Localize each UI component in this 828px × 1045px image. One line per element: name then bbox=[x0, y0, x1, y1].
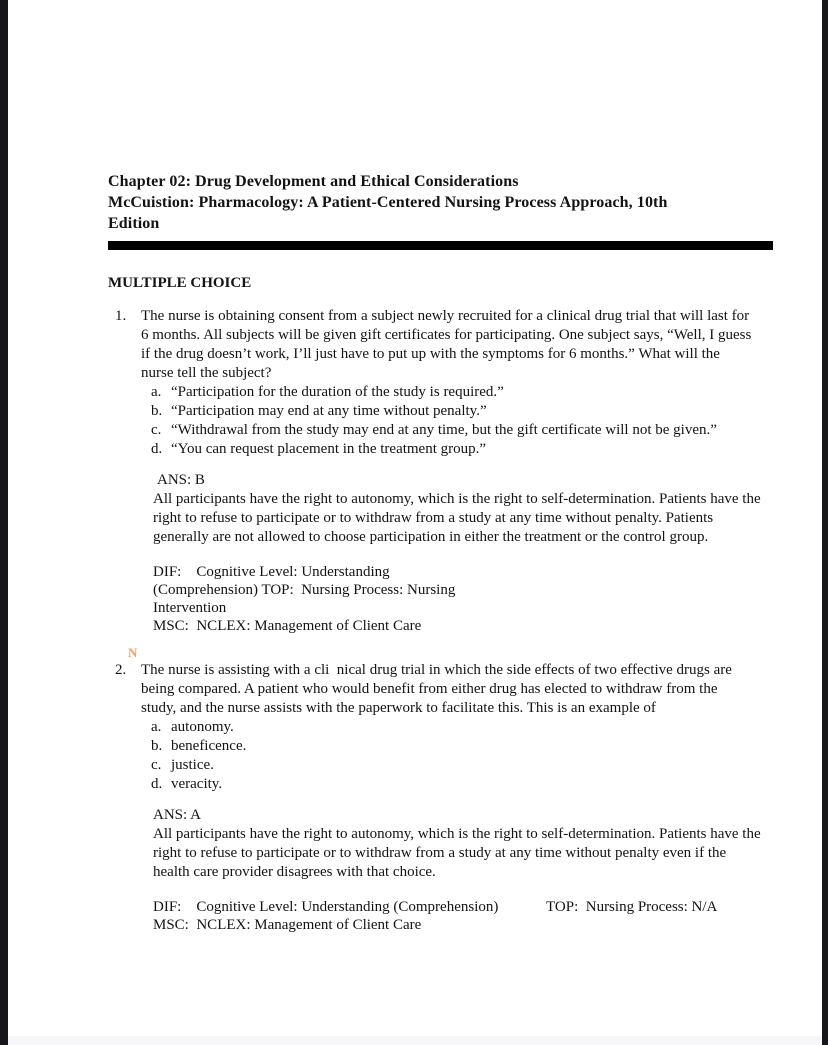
option-text: “Participation may end at any time without penalty.” bbox=[171, 403, 487, 419]
question-2-body bbox=[141, 661, 753, 794]
option-row bbox=[151, 775, 753, 794]
meta-top: TOP: Nursing Process: N/A bbox=[546, 899, 718, 915]
section-heading: MULTIPLE CHOICE bbox=[108, 275, 252, 291]
question-2-number: 2. bbox=[115, 662, 127, 678]
question-1-options bbox=[151, 383, 753, 459]
title-divider-bar bbox=[108, 241, 773, 250]
meta-line: (Comprehension) TOP: Nursing Process: Nursing bbox=[153, 582, 456, 598]
option-text: justice. bbox=[171, 757, 214, 773]
title-line-3: Edition bbox=[108, 215, 160, 232]
question-2-stem: The nurse is assisting with a cli nical drug trial in which the side effects of two effective drugs are being compared. A patient who would benefit from either drug has elected to withdraw from the study, and the nurse assists with the paperwork to facilitate this. This is an example of bbox=[141, 662, 736, 716]
document-content bbox=[8, 0, 822, 934]
option-row bbox=[151, 402, 753, 421]
option-letter: b. bbox=[151, 403, 163, 419]
meta-line: MSC: NCLEX: Management of Client Care bbox=[153, 618, 422, 634]
orange-n-watermark: N bbox=[128, 645, 138, 660]
option-text: veracity. bbox=[171, 776, 223, 792]
meta-line bbox=[153, 898, 765, 916]
option-row bbox=[151, 737, 753, 756]
question-1-stem: The nurse is obtaining consent from a subject newly recruited for a clinical drug trial that will last for 6 months. All subjects will be given gift certificates for participating. One subject says, “Well, I guess if the drug doesn’t work, I’ll just have to put up with the symptoms for 6 months.” What will the nurse tell the subject? bbox=[141, 308, 756, 381]
left-edge-border bbox=[0, 0, 8, 1045]
option-text: beneficence. bbox=[171, 738, 247, 754]
option-row bbox=[151, 440, 753, 459]
answer-line: ANS: A bbox=[153, 807, 201, 823]
question-1-body bbox=[141, 307, 756, 459]
option-letter: a. bbox=[151, 719, 162, 735]
option-letter: b. bbox=[151, 738, 163, 754]
option-row bbox=[151, 718, 753, 737]
meta-line: DIF: Cognitive Level: Understanding bbox=[153, 564, 390, 580]
option-row bbox=[151, 383, 753, 402]
document-page bbox=[8, 0, 822, 1045]
option-letter: c. bbox=[151, 422, 162, 438]
right-edge-border bbox=[822, 0, 828, 1045]
option-text: “You can request placement in the treatment group.” bbox=[171, 441, 487, 457]
question-2 bbox=[115, 645, 822, 794]
option-text: “Withdrawal from the study may end at any time, but the gift certificate will not be given.” bbox=[171, 422, 717, 438]
question-2-meta bbox=[153, 898, 765, 934]
question-1-answer-block bbox=[153, 471, 763, 547]
option-text: “Participation for the duration of the study is required.” bbox=[171, 384, 504, 400]
option-letter: c. bbox=[151, 757, 162, 773]
answer-rationale: All participants have the right to autonomy, which is the right to self-determination. Patients have the right to refuse to participate or to withdraw from a study at any time without penalty even if the health care provider disagrees with that choice. bbox=[153, 826, 765, 880]
meta-dif: DIF: Cognitive Level: Understanding (Comprehension) bbox=[153, 899, 499, 915]
question-2-answer-block bbox=[153, 806, 763, 882]
meta-line: Intervention bbox=[153, 600, 227, 616]
title-line-2: McCuistion: Pharmacology: A Patient-Centered Nursing Process Approach, 10th bbox=[108, 194, 668, 211]
question-1-number: 1. bbox=[115, 308, 127, 324]
page-bottom-tint bbox=[8, 1036, 822, 1045]
option-letter: d. bbox=[151, 776, 163, 792]
answer-line: ANS: B bbox=[157, 472, 205, 488]
question-1-meta bbox=[153, 563, 765, 635]
title-line-1: Chapter 02: Drug Development and Ethical Considerations bbox=[108, 173, 519, 190]
option-letter: d. bbox=[151, 441, 163, 457]
answer-rationale: All participants have the right to autonomy, which is the right to self-determination. Patients have the right to refuse to participate or to withdraw from a study at any time without penalty. Patients generally are not allowed to choose participation in either the treatment or the control group. bbox=[153, 491, 765, 545]
document-title bbox=[108, 171, 748, 234]
option-row bbox=[151, 756, 753, 775]
question-2-options bbox=[151, 718, 753, 794]
option-letter: a. bbox=[151, 384, 162, 400]
meta-line: MSC: NCLEX: Management of Client Care bbox=[153, 917, 422, 933]
question-1 bbox=[115, 307, 822, 459]
option-text: autonomy. bbox=[171, 719, 234, 735]
option-row bbox=[151, 421, 753, 440]
